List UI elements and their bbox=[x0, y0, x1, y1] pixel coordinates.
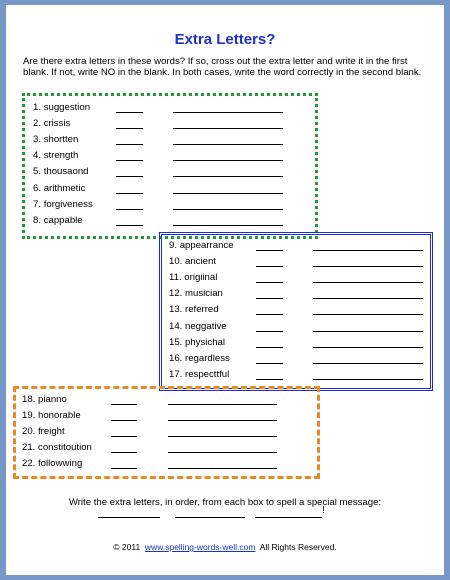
word-row bbox=[33, 181, 313, 197]
extra-letter-blank[interactable] bbox=[116, 225, 143, 226]
misspelled-word: ancient bbox=[185, 256, 216, 268]
misspelled-word: suggestion bbox=[43, 102, 91, 113]
word-row bbox=[33, 116, 313, 132]
item-number: 10. bbox=[169, 256, 183, 268]
extra-letter-blank[interactable] bbox=[256, 266, 283, 267]
misspelled-word: arithmetic bbox=[43, 182, 86, 194]
word-row bbox=[33, 164, 313, 180]
word-row bbox=[169, 319, 431, 335]
word-row bbox=[33, 213, 313, 229]
extra-letter-blank[interactable] bbox=[111, 420, 137, 421]
site-link[interactable]: www.spelling-words-well.com bbox=[144, 542, 256, 552]
item-number: 21. bbox=[22, 442, 36, 454]
correct-spelling-blank[interactable] bbox=[173, 128, 283, 129]
extra-letter-blank[interactable] bbox=[111, 436, 137, 437]
item-number: 4. bbox=[33, 150, 42, 162]
misspelled-word: physichal bbox=[185, 336, 226, 348]
item-number: 7. bbox=[33, 198, 42, 210]
correct-spelling-blank[interactable] bbox=[168, 420, 277, 421]
word-row bbox=[169, 238, 431, 254]
copyright-rights: All Rights Reserved. bbox=[259, 542, 337, 552]
word-box-blue bbox=[159, 232, 433, 391]
misspelled-word: pianno bbox=[38, 394, 67, 405]
copyright-year: © 2011 bbox=[113, 542, 141, 552]
item-number: 17. bbox=[169, 368, 183, 380]
item-number: 12. bbox=[169, 288, 183, 300]
correct-spelling-blank[interactable] bbox=[313, 379, 423, 380]
worksheet-title: Extra Letters? bbox=[174, 31, 276, 48]
extra-letter-blank[interactable] bbox=[256, 250, 283, 251]
misspelled-word: cappable bbox=[43, 214, 83, 226]
correct-spelling-blank[interactable] bbox=[313, 347, 423, 348]
word-row bbox=[33, 148, 313, 164]
item-number: 18. bbox=[22, 394, 36, 405]
correct-spelling-blank[interactable] bbox=[313, 282, 423, 283]
correct-spelling-blank[interactable] bbox=[313, 363, 423, 364]
correct-spelling-blank[interactable] bbox=[173, 209, 283, 210]
correct-spelling-blank[interactable] bbox=[173, 112, 283, 113]
correct-spelling-blank[interactable] bbox=[168, 404, 277, 405]
extra-letter-blank[interactable] bbox=[256, 282, 283, 283]
extra-letter-blank[interactable] bbox=[111, 452, 137, 453]
item-number: 16. bbox=[169, 352, 183, 364]
misspelled-word: shortten bbox=[43, 134, 79, 146]
word-row bbox=[22, 392, 314, 408]
misspelled-word: forgiveness bbox=[43, 198, 93, 210]
extra-letter-blank[interactable] bbox=[116, 160, 143, 161]
word-row bbox=[33, 132, 313, 148]
item-number: 2. bbox=[33, 118, 42, 130]
message-prompt: Write the extra letters, in order, from each box to spell a special message: bbox=[68, 497, 382, 508]
item-number: 5. bbox=[33, 166, 42, 178]
extra-letter-blank[interactable] bbox=[256, 347, 283, 348]
misspelled-word: crissis bbox=[43, 118, 71, 130]
extra-letter-blank[interactable] bbox=[116, 144, 143, 145]
item-number: 19. bbox=[22, 410, 36, 422]
instructions-text: Are there extra letters in these words? If so, cross out the extra letter and write it in the first blank. If not, write NO in the blank. In both cases, write the word correctly in the second blank. bbox=[23, 56, 422, 78]
extra-letter-blank[interactable] bbox=[111, 404, 137, 405]
copyright-line bbox=[6, 542, 444, 552]
extra-letter-blank[interactable] bbox=[116, 209, 143, 210]
word-row bbox=[169, 270, 431, 286]
word-row bbox=[22, 440, 314, 456]
correct-spelling-blank[interactable] bbox=[173, 193, 283, 194]
item-number: 11. bbox=[169, 272, 182, 284]
item-number: 6. bbox=[33, 182, 42, 194]
extra-letter-blank[interactable] bbox=[256, 363, 283, 364]
misspelled-word: neggative bbox=[185, 320, 227, 332]
misspelled-word: honorable bbox=[38, 410, 81, 422]
message-blank-3[interactable] bbox=[255, 517, 322, 518]
extra-letter-blank[interactable] bbox=[111, 468, 137, 469]
word-row bbox=[169, 335, 431, 351]
word-box-orange bbox=[13, 386, 320, 479]
misspelled-word: freight bbox=[38, 426, 65, 438]
misspelled-word: appearrance bbox=[179, 240, 234, 251]
item-number: 9. bbox=[169, 240, 178, 251]
misspelled-word: regardless bbox=[185, 352, 230, 364]
extra-letter-blank[interactable] bbox=[256, 331, 283, 332]
word-row bbox=[22, 408, 314, 424]
item-number: 13. bbox=[169, 304, 183, 316]
misspelled-word: origiinal bbox=[184, 272, 218, 284]
message-blank-1[interactable] bbox=[98, 517, 160, 518]
worksheet bbox=[6, 5, 444, 575]
correct-spelling-blank[interactable] bbox=[173, 144, 283, 145]
misspelled-word: thousaond bbox=[43, 166, 89, 178]
item-number: 22. bbox=[22, 458, 36, 470]
correct-spelling-blank[interactable] bbox=[173, 160, 283, 161]
item-number: 20. bbox=[22, 426, 36, 438]
correct-spelling-blank[interactable] bbox=[313, 298, 423, 299]
correct-spelling-blank[interactable] bbox=[173, 225, 283, 226]
word-row bbox=[169, 286, 431, 302]
extra-letter-blank[interactable] bbox=[256, 314, 283, 315]
word-row bbox=[169, 302, 431, 318]
correct-spelling-blank[interactable] bbox=[168, 468, 277, 469]
correct-spelling-blank[interactable] bbox=[313, 331, 423, 332]
word-row bbox=[22, 424, 314, 440]
misspelled-word: musician bbox=[185, 288, 223, 300]
correct-spelling-blank[interactable] bbox=[168, 436, 277, 437]
extra-letter-blank[interactable] bbox=[256, 379, 283, 380]
message-blank-2[interactable] bbox=[175, 517, 245, 518]
extra-letter-blank[interactable] bbox=[116, 193, 143, 194]
misspelled-word: constitoution bbox=[38, 442, 92, 454]
misspelled-word: respecttful bbox=[185, 368, 230, 380]
item-number: 15. bbox=[169, 336, 183, 348]
word-row bbox=[33, 100, 313, 116]
word-row bbox=[169, 351, 431, 367]
correct-spelling-blank[interactable] bbox=[313, 250, 423, 251]
word-row bbox=[33, 197, 313, 213]
word-row bbox=[169, 367, 431, 383]
word-row bbox=[22, 456, 314, 472]
extra-letter-blank[interactable] bbox=[116, 128, 143, 129]
misspelled-word: strength bbox=[43, 150, 79, 162]
item-number: 8. bbox=[33, 214, 42, 226]
extra-letter-blank[interactable] bbox=[116, 112, 143, 113]
correct-spelling-blank[interactable] bbox=[173, 176, 283, 177]
word-box-green bbox=[22, 93, 318, 239]
extra-letter-blank[interactable] bbox=[116, 176, 143, 177]
correct-spelling-blank[interactable] bbox=[168, 452, 277, 453]
correct-spelling-blank[interactable] bbox=[313, 314, 423, 315]
word-row bbox=[169, 254, 431, 270]
item-number: 1. bbox=[33, 102, 42, 113]
message-exclamation: ! bbox=[322, 505, 325, 516]
extra-letter-blank[interactable] bbox=[256, 298, 283, 299]
misspelled-word: followwing bbox=[38, 458, 83, 470]
item-number: 3. bbox=[33, 134, 42, 146]
correct-spelling-blank[interactable] bbox=[313, 266, 423, 267]
item-number: 14. bbox=[169, 320, 183, 332]
misspelled-word: referred bbox=[185, 304, 219, 316]
